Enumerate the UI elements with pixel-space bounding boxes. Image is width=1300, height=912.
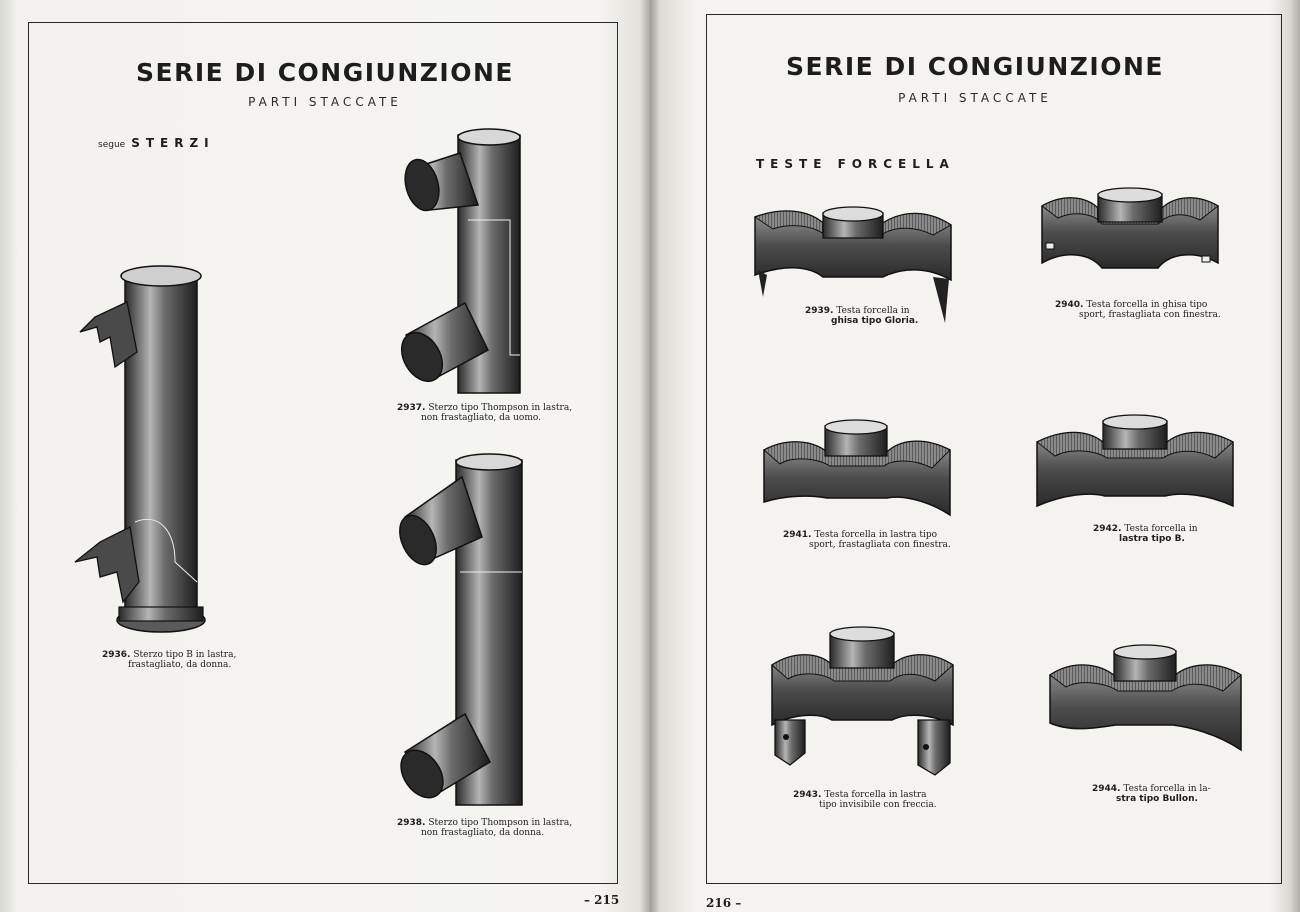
fork-crown-2943-illustration [770,625,955,780]
caption-2936: 2936. Sterzo tipo B in lastra, frastagliato, da donna. [102,650,237,670]
page-title: SERIE DI CONGIUNZIONE [136,58,514,87]
caption-2943: 2943. Testa forcella in lastra tipo invisibile con freccia. [793,790,937,810]
caption-2944: 2944. Testa forcella in la- stra tipo Bullon. [1092,784,1211,804]
caption-2941: 2941. Testa forcella in lastra tipo sport, frastagliata con finestra. [783,530,951,550]
caption-2940: 2940. Testa forcella in ghisa tipo sport, frastagliata con finestra. [1055,300,1221,320]
head-tube-2936-illustration [75,262,215,637]
page-number: 216 – [706,896,742,910]
caption-2937: 2937. Sterzo tipo Thompson in lastra, non frastagliato, da uomo. [397,403,573,423]
section-title: STERZI [131,136,215,150]
fork-crown-2942-illustration [1035,416,1235,511]
page-number: – 215 [584,893,620,907]
section-heading [98,136,215,150]
section-prefix: segue [98,140,126,150]
page-title: SERIE DI CONGIUNZIONE [786,52,1164,81]
caption-2938: 2938. Sterzo tipo Thompson in lastra, non frastagliato, da donna. [397,818,573,838]
section-title: TESTE FORCELLA [756,157,955,171]
right-page [650,0,1300,912]
page-subtitle: PARTI STACCATE [898,91,1052,105]
fork-crown-2941-illustration [762,420,952,520]
fork-crown-2940-illustration [1040,188,1220,288]
page-subtitle: PARTI STACCATE [248,95,402,109]
fork-crown-2944-illustration [1048,645,1243,755]
caption-2942: 2942. Testa forcella in lastra tipo B. [1093,524,1198,544]
caption-2939: 2939. Testa forcella in ghisa tipo Gloria. [805,306,919,326]
head-tube-2938-illustration [400,452,530,807]
head-tube-2937-illustration [400,125,530,400]
